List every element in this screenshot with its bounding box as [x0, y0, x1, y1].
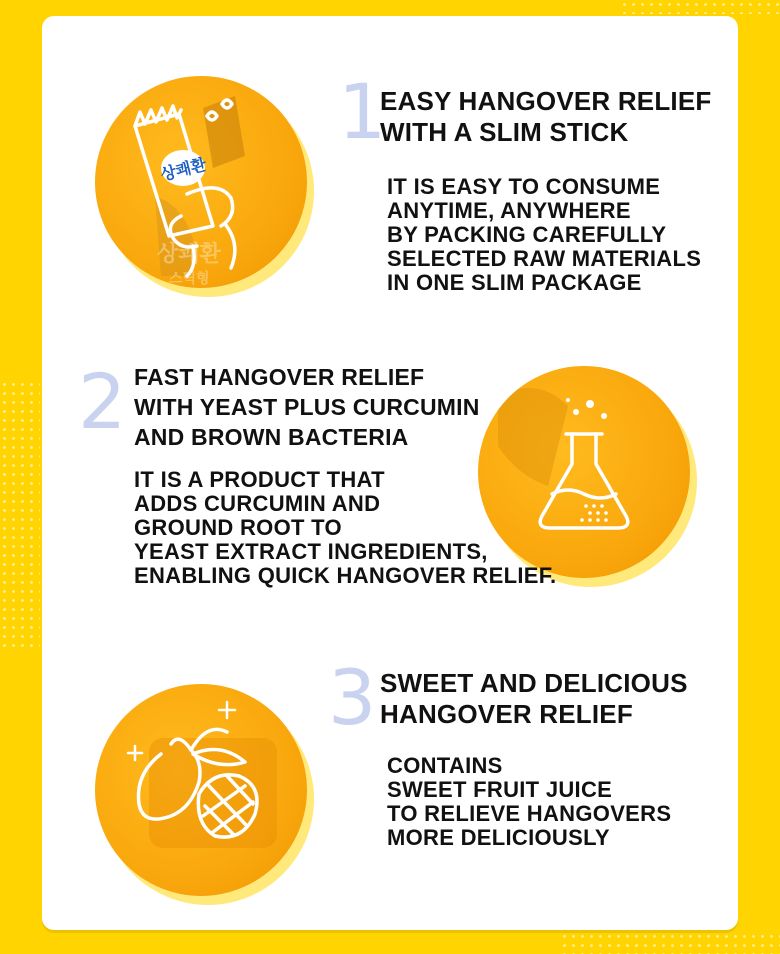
feature-1-heading-line-1: EASY HANGOVER RELIEF	[380, 86, 712, 116]
package-label-main: 상쾌환	[158, 154, 209, 185]
feature-1-heading-line-2: WITH A SLIM STICK	[380, 117, 629, 147]
feature-2-body-line-1: IT IS A PRODUCT THAT	[134, 467, 385, 492]
feature-1-body-line-4: SELECTED RAW MATERIALS	[387, 246, 702, 271]
feature-2-body-line-4: YEAST EXTRACT INGREDIENTS,	[134, 539, 488, 564]
feature-1-number: 1	[338, 67, 387, 156]
feature-1-body-line-5: IN ONE SLIM PACKAGE	[387, 270, 642, 295]
feature-1-body-line-3: BY PACKING CAREFULLY	[387, 222, 667, 247]
feature-2-description	[134, 468, 556, 588]
feature-2-number: 2	[78, 357, 127, 446]
package-label-sub: 스틱형	[169, 271, 210, 287]
feature-2-heading-line-3: AND BROWN BACTERIA	[134, 424, 409, 450]
feature-1-body-line-2: ANYTIME, ANYWHERE	[387, 198, 631, 223]
feature-3-body-line-3: TO RELIEVE HANGOVERS	[387, 801, 672, 826]
feature-1-description	[387, 175, 701, 295]
feature-3-heading-line-1: SWEET AND DELICIOUS	[380, 668, 688, 698]
feature-2-body-line-5: ENABLING QUICK HANGOVER RELIEF.	[134, 563, 557, 588]
dot-pattern-top-right	[620, 0, 780, 14]
mango-icon	[95, 684, 307, 896]
feature-1-body-line-1: IT IS EASY TO CONSUME	[387, 174, 661, 199]
hand-holding-stick-icon	[95, 76, 307, 288]
feature-3-body-line-1: CONTAINS	[387, 753, 503, 778]
feature-2-heading	[134, 362, 480, 452]
feature-2-body-line-2: ADDS CURCUMIN AND	[134, 491, 381, 516]
feature-1-heading	[380, 86, 711, 148]
feature-3-description	[387, 754, 671, 850]
dot-pattern-left	[0, 380, 40, 650]
feature-2-heading-line-2: WITH YEAST PLUS CURCUMIN	[134, 394, 480, 420]
feature-2-heading-line-1: FAST HANGOVER RELIEF	[134, 364, 425, 390]
feature-3-heading	[380, 668, 688, 730]
feature-2-body-line-3: GROUND ROOT TO	[134, 515, 342, 540]
feature-3-body-line-4: MORE DELICIOUSLY	[387, 825, 610, 850]
feature-3-number: 3	[328, 653, 377, 742]
package-label-watermark: 상쾌환	[157, 242, 221, 267]
feature-3-body-line-2: SWEET FRUIT JUICE	[387, 777, 613, 802]
feature-3-image	[95, 684, 307, 896]
feature-3-heading-line-2: HANGOVER RELIEF	[380, 699, 633, 729]
dot-pattern-bottom-right	[560, 932, 780, 954]
feature-1-image	[95, 76, 307, 288]
